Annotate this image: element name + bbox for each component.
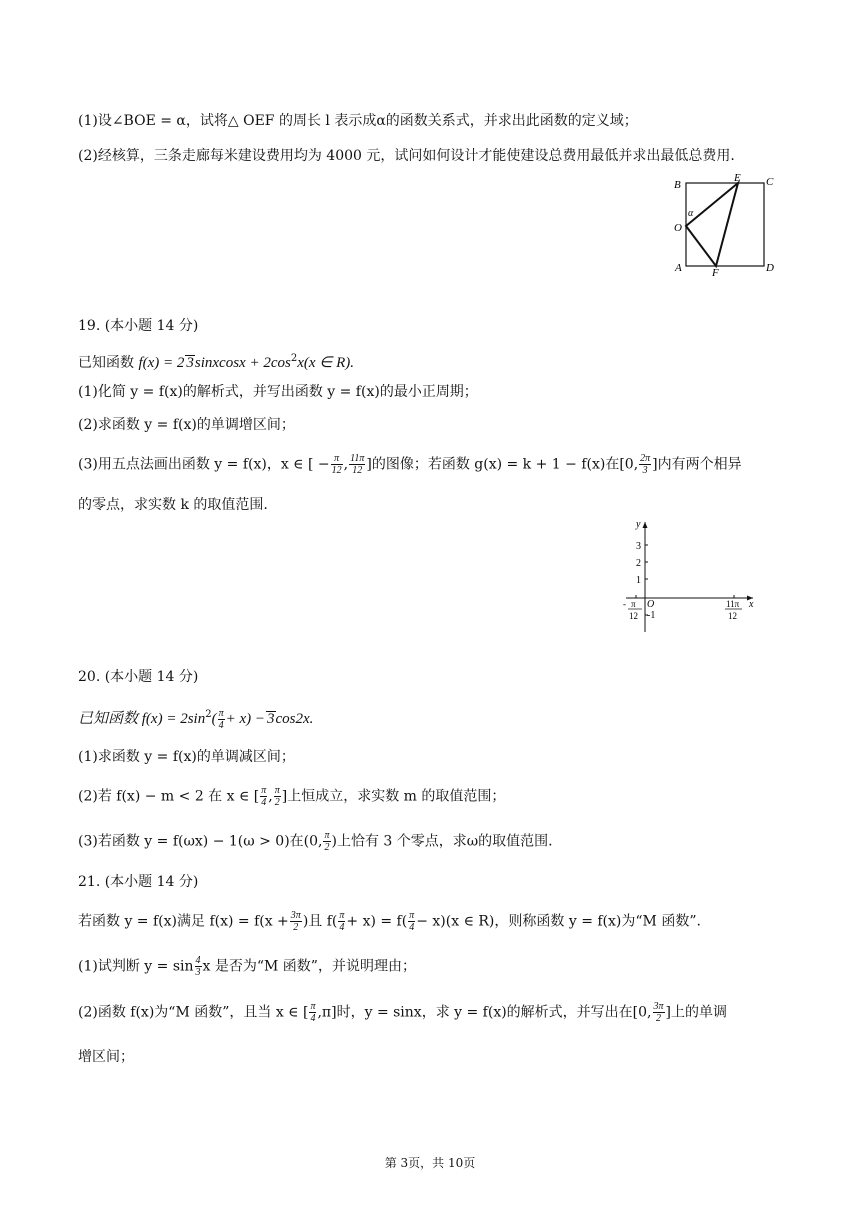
page-footer: 第 3页，共 10页 bbox=[384, 1156, 476, 1170]
q19-intro bbox=[78, 349, 354, 373]
sqrt: 3 bbox=[186, 355, 194, 371]
denominator: 4 bbox=[218, 719, 224, 731]
numerator: π bbox=[324, 830, 330, 841]
q21-part2-continuation: 增区间； bbox=[78, 1049, 134, 1065]
q20-part3 bbox=[78, 830, 553, 853]
numerator: π bbox=[218, 707, 224, 719]
text: (3)用五点法画出函数 y = f(x)，x ∈ [ − bbox=[78, 456, 330, 473]
q20-part1: (1)求函数 y = f(x)的单调减区间； bbox=[78, 749, 295, 765]
expr: x(x ∈ R). bbox=[297, 355, 354, 371]
fraction bbox=[331, 453, 343, 476]
q21-part1 bbox=[78, 955, 416, 978]
text: (2)若 f(x) − m < 2 在 x ∈ [ bbox=[78, 788, 260, 805]
denominator: 2 bbox=[324, 842, 330, 853]
text: ]的图像；若函数 g(x) = k + 1 − f(x)在[0, bbox=[366, 456, 639, 473]
fraction bbox=[309, 1001, 316, 1024]
tick-label-3: 3 bbox=[636, 541, 641, 552]
right-tick-denominator: 12 bbox=[728, 611, 737, 621]
numerator: 2π bbox=[640, 453, 651, 464]
text: ,π]时，y = sinx，求 y = f(x)的解析式，并写出在[0, bbox=[317, 1004, 652, 1021]
q21-intro bbox=[78, 910, 701, 933]
numerator: π bbox=[274, 785, 280, 796]
q19-part3-continuation: 的零点，求实数 k 的取值范围. bbox=[78, 497, 268, 513]
denominator: 12 bbox=[352, 465, 363, 476]
fraction bbox=[653, 1001, 665, 1024]
numerator: 3π bbox=[653, 1001, 664, 1012]
triangle-oef bbox=[686, 183, 738, 266]
label-e: E bbox=[734, 172, 741, 184]
fraction bbox=[218, 708, 225, 731]
superscript: 2 bbox=[290, 353, 298, 364]
expr: 已知函数 f(x) = 2sin bbox=[78, 711, 206, 727]
tick-label-1: 1 bbox=[636, 575, 641, 586]
denominator: 2 bbox=[274, 797, 280, 808]
minus-sign: - bbox=[623, 599, 626, 609]
text: ]上的单调 bbox=[665, 1004, 727, 1021]
y-arrow bbox=[643, 522, 648, 528]
fraction bbox=[639, 453, 651, 476]
superscript: 2 bbox=[205, 709, 212, 720]
text: ]上恒成立，求实数 m 的取值范围； bbox=[281, 788, 506, 805]
text: (1)试判断 y = sin bbox=[78, 958, 194, 975]
denominator: 4 bbox=[261, 797, 267, 808]
denominator: 3 bbox=[195, 967, 201, 978]
numerator: 11π bbox=[350, 453, 365, 464]
numerator: π bbox=[331, 453, 343, 465]
q20-intro bbox=[78, 705, 313, 731]
text: , bbox=[343, 456, 349, 473]
text: 若函数 y = f(x)满足 f(x) = f(x + bbox=[78, 913, 289, 930]
text: ]内有两个相异 bbox=[652, 456, 742, 473]
q19-part1: (1)化简 y = f(x)的解析式，并写出函数 y = f(x)的最小正周期； bbox=[78, 384, 478, 400]
denominator: 12 bbox=[331, 465, 342, 476]
numerator: 4 bbox=[195, 955, 201, 966]
numerator: π bbox=[339, 910, 345, 921]
text: x 是否为“M 函数”，并说明理由； bbox=[202, 958, 416, 975]
fraction bbox=[274, 785, 281, 808]
denominator: 4 bbox=[409, 922, 415, 933]
label-o: O bbox=[674, 222, 682, 234]
tick-label-neg1: -1 bbox=[647, 610, 656, 621]
denominator: 4 bbox=[339, 922, 345, 933]
numerator: π bbox=[310, 1001, 316, 1012]
fraction bbox=[195, 955, 202, 978]
numerator: π bbox=[261, 785, 267, 796]
label-f: F bbox=[712, 267, 719, 279]
q18-rectangle-figure bbox=[668, 170, 788, 282]
label-a: A bbox=[675, 262, 682, 274]
fraction bbox=[290, 910, 302, 933]
right-tick-numerator: 11π bbox=[726, 599, 740, 609]
text: (2)函数 f(x)为“M 函数”，且当 x ∈ [ bbox=[78, 1004, 309, 1021]
q21-part2 bbox=[78, 1001, 727, 1024]
fraction bbox=[323, 830, 330, 853]
text: , bbox=[268, 788, 273, 805]
q21-header: 21. (本小题 14 分) bbox=[78, 874, 199, 890]
text: (3)若函数 y = f(ωx) − 1(ω > 0)在(0, bbox=[78, 833, 323, 850]
label-c: C bbox=[766, 176, 774, 188]
fraction bbox=[349, 453, 365, 476]
fraction bbox=[408, 910, 415, 933]
text: )上恰有 3 个零点，求ω的取值范围. bbox=[331, 833, 553, 850]
label-b: B bbox=[674, 179, 681, 191]
q19-part3 bbox=[78, 453, 742, 476]
tick-label-2: 2 bbox=[636, 558, 641, 569]
origin-label: O bbox=[647, 599, 655, 610]
q20-part2 bbox=[78, 785, 505, 808]
q18-part1: (1)设∠BOE = α，试将△ OEF 的周长 l 表示成α的函数关系式，并求出此函数的定义域； bbox=[78, 113, 638, 129]
expr: cos2x. bbox=[275, 711, 314, 727]
left-tick-numerator: π bbox=[631, 599, 636, 609]
denominator: 4 bbox=[310, 1013, 316, 1024]
sqrt: 3 bbox=[267, 711, 275, 727]
rectangle-abcd bbox=[686, 183, 764, 266]
expr: sinxcosx + 2cos bbox=[194, 355, 291, 371]
numerator: π bbox=[409, 910, 415, 921]
fraction bbox=[260, 785, 267, 808]
y-label: y bbox=[636, 519, 641, 530]
label-alpha: α bbox=[688, 208, 694, 219]
left-tick-denominator: 12 bbox=[629, 611, 638, 621]
q19-coordinate-axes bbox=[618, 512, 768, 638]
numerator: 3π bbox=[290, 910, 301, 921]
expr: f(x) = 2 bbox=[138, 355, 185, 371]
denominator: 2 bbox=[656, 1013, 662, 1024]
x-label: x bbox=[749, 599, 754, 610]
denominator: 2 bbox=[293, 922, 299, 933]
text: )且 f( bbox=[302, 913, 338, 930]
expr: + x) − bbox=[225, 711, 265, 727]
q19-header: 19. (本小题 14 分) bbox=[78, 318, 199, 334]
text: 已知函数 bbox=[78, 355, 139, 371]
q18-part2: (2)经核算，三条走廊每米建设费用均为 4000 元，试问如何设计才能使建设总费用最低并求出最低总费用. bbox=[78, 148, 735, 164]
q20-header: 20. (本小题 14 分) bbox=[78, 669, 199, 685]
q19-part2: (2)求函数 y = f(x)的单调增区间； bbox=[78, 417, 295, 433]
denominator: 3 bbox=[642, 465, 648, 476]
expr: ( bbox=[211, 711, 217, 727]
fraction bbox=[338, 910, 345, 933]
text: − x)(x ∈ R)，则称函数 y = f(x)为“M 函数”. bbox=[416, 913, 701, 930]
text: + x) = f( bbox=[346, 913, 408, 930]
label-d: D bbox=[766, 262, 774, 274]
